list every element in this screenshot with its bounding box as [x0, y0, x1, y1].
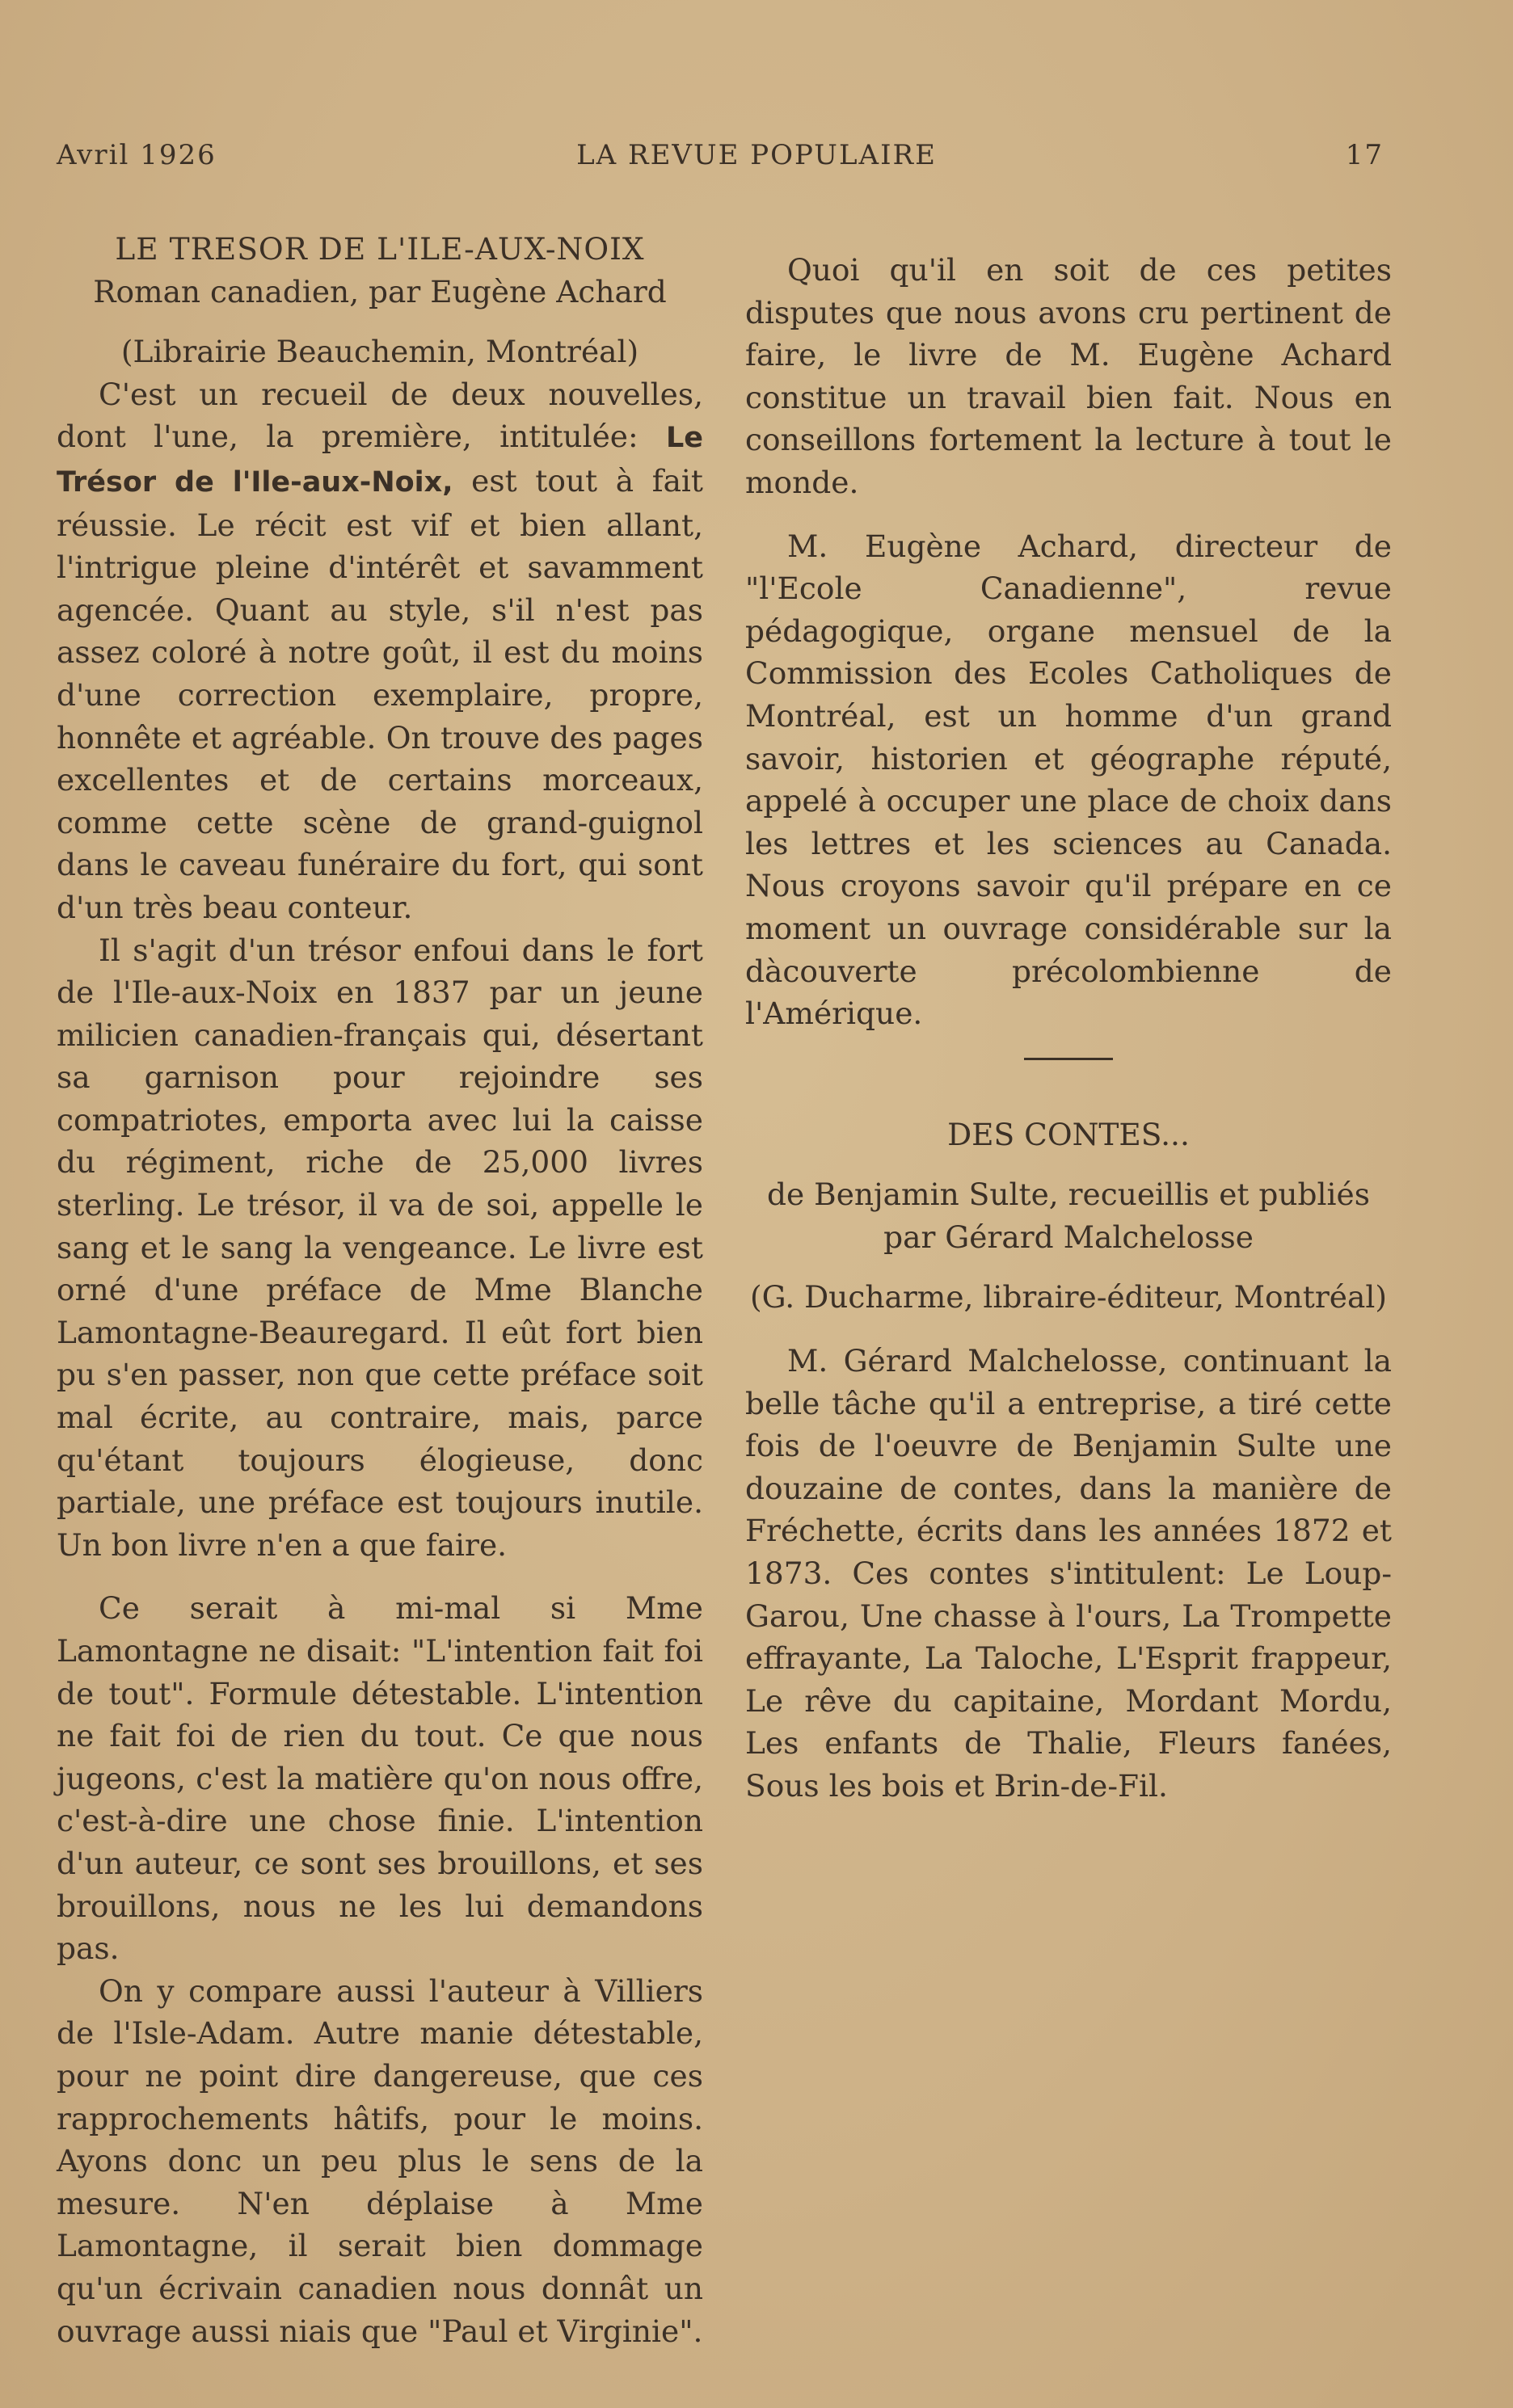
review1-paragraph-6: M. Eugène Achard, directeur de "l'Ecole Canadienne", revue pédagogique, organe mensuel de la Commission des Ecoles Catholiques de Montréal, est un homme d'un grand savoir, historien et géographe réputé, appelé à occuper une place de choix dans les lettres et les sciences au Canada. Nous croyons savoir qu'il prépare en ce moment un ouvrage considérable sur la dàcouverte précolombienne de l'Amérique.	[745, 528, 1392, 1032]
review1-paragraph-3: Ce serait à mi-mal si Mme Lamontagne ne disait: "L'intention fait foi de tout". Formule détestable. L'intention ne fait foi de rien du tout. Ce que nous jugeons, c'est la matière qu'on nous offre, c'est-à-dire une chose finie. L'intention d'un auteur, ce sont ses brouillons, et ses brouillons, nous ne les lui demandons pas.	[57, 1590, 703, 1967]
review2-subtitle: de Benjamin Sulte, recueillis et publiés par Gérard Malchelosse	[767, 1177, 1370, 1255]
column-right	[745, 228, 1392, 1808]
review1-subtitle: Roman canadien, par Eugène Achard	[93, 273, 667, 309]
section-divider	[1024, 1058, 1113, 1060]
review1-publisher: (Librairie Beauchemin, Montréal)	[120, 334, 639, 370]
review2-paragraph-1: M. Gérard Malchelosse, continuant la belle tâche qu'il a entreprise, a tiré cette fois de l'oeuvre de Benjamin Sulte une douzaine de contes, dans la manière de Fréchette, écrits dans les années 1872 et 1873. Ces contes s'intitulent: Le Loup-Garou, Une chasse à l'ours, La Trompette effrayante, La Taloche, L'Esprit frappeur, Le rêve du capitaine, Mordant Mordu, Les enfants de Thalie, Fleurs fanées, Sous les bois et Brin-de-Fil.	[745, 1343, 1392, 1804]
review1-paragraph-2: Il s'agit d'un trésor enfoui dans le fort de l'Ile-aux-Noix en 1837 par un jeune milicien canadien-français qui, désertant sa garnison pour rejoindre ses compatriotes, emporta avec lui la caisse du régiment, riche de 25,000 livres sterling. Le trésor, il va de soi, appelle le sang et le sang la vengeance. Le livre est orné d'une préface de Mme Blanche Lamontagne-Beauregard. Il eût fort bien pu s'en passer, non que cette préface soit mal écrite, au contraire, mais, parce qu'étant toujours élogieuse, donc partiale, une préface est toujours inutile. Un bon livre n'en a que faire.	[57, 932, 703, 1563]
header-date: Avril 1926	[57, 139, 217, 171]
column-left	[57, 228, 703, 2352]
review2-title: DES CONTES...	[947, 1116, 1190, 1152]
review1-title: LE TRESOR DE L'ILE-AUX-NOIX	[115, 231, 645, 267]
header-page-number: 17	[1345, 139, 1384, 171]
review1-paragraph-5: Quoi qu'il en soit de ces petites disputes que nous avons cru pertinent de faire, le livre de M. Eugène Achard constitue un travail bien fait. Nous en conseillons fortement la lecture à tout le monde.	[745, 252, 1392, 500]
header-journal-title: LA REVUE POPULAIRE	[576, 139, 937, 171]
book-title-bold: Le Trésor de l'Ile-aux-Noix,	[57, 422, 703, 499]
review2-publisher: (G. Ducharme, libraire-éditeur, Montréal)	[750, 1279, 1387, 1316]
review1-paragraph-1: C'est un recueil de deux nouvelles, dont l'une, la première, intitulée: Le Trésor de l'Ile-aux-Noix, est tout à fait réussie. Le récit est vif et bien allant, l'intrigue pleine d'intérêt et savamment agencée. Quant au style, s'il n'est pas assez coloré à notre goût, il est du moins d'une correction exemplaire, propre, honnête et agréable. On trouve des pages excellentes et de certains morceaux, comme cette scène de grand-guignol dans le caveau funéraire du fort, qui sont d'un très beau conteur.	[57, 376, 703, 925]
review1-paragraph-4: On y compare aussi l'auteur à Villiers de l'Isle-Adam. Autre manie détestable, pour ne point dire dangereuse, que ces rapprochements hâtifs, pour le moins. Ayons donc un peu plus le sens de la mesure. N'en déplaise à Mme Lamontagne, il serait bien dommage qu'un écrivain canadien nous donnât un ouvrage aussi niais que "Paul et Virginie".	[57, 1972, 703, 2349]
